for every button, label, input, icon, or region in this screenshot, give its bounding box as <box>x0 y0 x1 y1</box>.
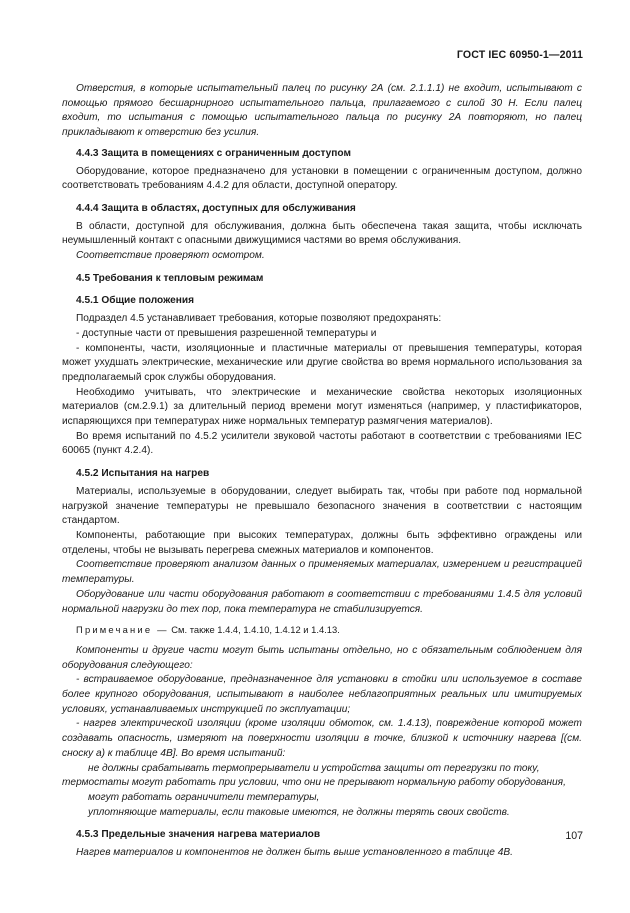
note-label: Примечание — <box>76 624 169 636</box>
list-item: уплотняющие материалы, если таковые имеются, не должны терять своих свойств. <box>88 806 510 818</box>
paragraph: Компоненты, работающие при высоких температурах, должны быть эффективно ограждены или отделены, чтобы не вызывать перегрева смежных материалов и компонентов. <box>62 529 582 556</box>
list-item: - компоненты, части, изоляционные и пластичные материалы от превышения температуры, которая может ухудшать электрические, механические или другие свойства во время нормального использования за предполагаемый срок службы оборудования. <box>62 342 582 383</box>
page-number: 107 <box>565 830 583 842</box>
list-item: термостаты могут работать при условии, что они не прерывают нормальную работу оборудования, <box>62 777 566 789</box>
note <box>76 623 582 638</box>
paragraph: Оборудование, которое предназначено для установки в помещении с ограниченным доступом, должно соответствовать требованиям 4.4.2 для области, доступной оператору. <box>62 165 582 192</box>
document-body <box>62 82 582 861</box>
paragraph: Материалы, используемые в оборудовании, следует выбирать так, чтобы при работе под нормальной нагрузкой значение температуры не превышало безопасного значения в соответствии с настоящим стандартом. <box>62 485 582 527</box>
paragraph: Соответствие проверяют осмотром. <box>76 250 265 262</box>
list-item: не должны срабатывать термопрерыватели и устройства защиты от перегрузки по току, <box>88 762 540 774</box>
section-heading: 4.4.3 Защита в помещениях с ограниченным доступом <box>76 147 351 159</box>
paragraph: Необходимо учитывать, что электрические и механические свойства некоторых изоляционных материалов (см.2.9.1) за длительный период времени могут изменяться (например, у пластификаторов, испаряющихся при температурах ниже нормальных температур размягчения материалов). <box>62 386 582 428</box>
paragraph: Нагрев материалов и компонентов не должен быть выше установленного в таблице 4В. <box>76 847 513 859</box>
list-item: - нагрев электрической изоляции (кроме изоляции обмоток, см. 1.4.13), повреждение которой может создавать опасность, измеряют на поверхности изоляции в точке, близкой к источнику нагрева [(см. сноску а) к таблице 4В]. Во время испытаний: <box>62 718 582 759</box>
list-item: могут работать ограничители температуры, <box>88 791 320 803</box>
list-item: - встраиваемое оборудование, предназначенное для установки в стойки или используемое в составе более крупного оборудования, испытывают в наиболее неблагоприятных реальных или имитируемых условиях, устанавливаемых инструкцией по эксплуатации; <box>62 674 582 715</box>
section-heading: 4.5.1 Общие положения <box>76 295 194 307</box>
list-item: - доступные части от превышения разрешенной температуры и <box>76 327 377 339</box>
paragraph: Подраздел 4.5 устанавливает требования, которые позволяют предохранять: <box>76 313 442 325</box>
section-heading: 4.5.3 Предельные значения нагрева материалов <box>76 829 321 841</box>
paragraph: Во время испытаний по 4.5.2 усилители звуковой частоты работают в соответствии с требованиями IEC 60065 (пункт 4.2.4). <box>62 430 582 457</box>
section-heading: 4.4.4 Защита в областях, доступных для обслуживания <box>76 202 356 214</box>
paragraph: Отверстия, в которые испытательный палец по рисунку 2А (см. 2.1.1.1) не входит, испытывают с помощью прямого бесшарнирного испытательного пальца, прилагаемого с силой 30 Н. Если палец входит, то испытания с помощью испытательного пальца по рисунку 2А повторяют, но палец прикладывают к отверстию без усилия. <box>62 83 582 139</box>
paragraph: Соответствие проверяют анализом данных о применяемых материалах, измерением и регистрацией температуры. <box>62 559 582 586</box>
paragraph: Оборудование или части оборудования работают в соответствии с требованиями 1.4.5 для условий нормальной нагрузки до тех пор, пока температура не стабилизируется. <box>62 588 582 615</box>
section-heading: 4.5.2 Испытания на нагрев <box>76 468 210 480</box>
note-text: См. также 1.4.4, 1.4.10, 1.4.12 и 1.4.13. <box>171 624 340 636</box>
paragraph: В области, доступной для обслуживания, должна быть обеспечена такая защита, чтобы исключать неумышленный контакт с опасными движущимися частями во время обслуживания. <box>62 220 582 247</box>
section-heading: 4.5 Требования к тепловым режимам <box>76 272 264 284</box>
standard-header: ГОСТ IEC 60950-1—2011 <box>456 49 583 61</box>
paragraph: Компоненты и другие части могут быть испытаны отдельно, но с обязательным соблюдением для оборудования следующего: <box>62 644 582 671</box>
